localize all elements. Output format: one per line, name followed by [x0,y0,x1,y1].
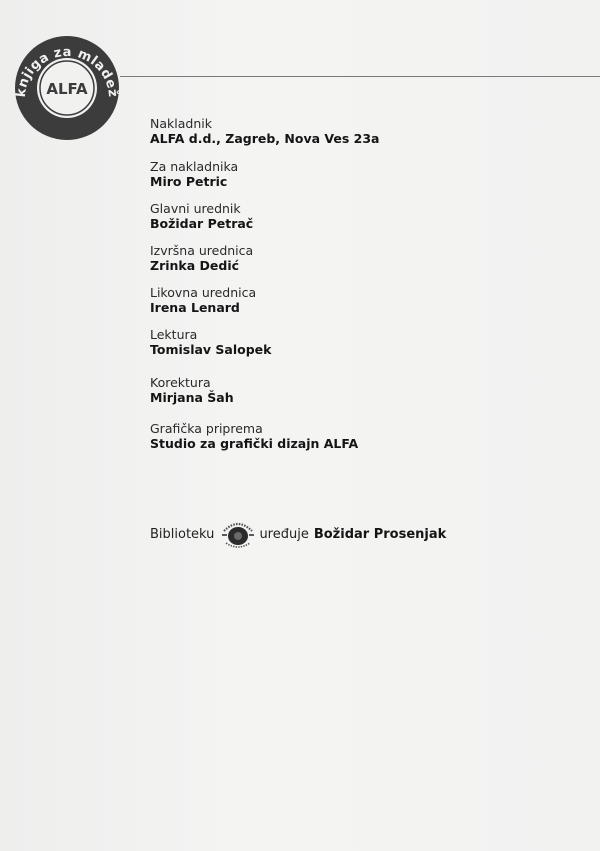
credit-role: Korektura [150,375,211,390]
credit-block-editor-in-chief [150,201,570,232]
credit-name: Miro Petric [150,174,228,189]
library-verb: uređuje [259,526,309,542]
credit-role: Grafička priprema [150,421,263,436]
logo-brand-text: ALFA [46,80,88,98]
credit-name: Studio za grafički dizajn ALFA [150,436,359,451]
credit-block-prepress [150,421,570,452]
credits-list [150,116,570,452]
credit-name: Zrinka Dedić [150,258,240,273]
header-rule [120,76,600,77]
credit-name: Božidar Petrač [150,216,254,231]
credit-role: Izvršna urednica [150,243,254,258]
credit-name: Irena Lenard [150,300,240,315]
series-emblem-icon [220,519,256,549]
library-line [150,519,446,549]
library-editor-name: Božidar Prosenjak [313,526,447,542]
credit-block-correction [150,375,570,406]
logo-arc-text: knjiga za mladež [13,44,121,99]
credit-name: Tomislav Salopek [150,342,272,357]
credit-role: Za nakladnika [150,159,239,174]
credit-name: ALFA d.d., Zagreb, Nova Ves 23a [150,131,380,146]
credit-role: Likovna urednica [150,285,257,300]
alfa-logo-icon [8,26,126,144]
credit-block-for-publisher [150,159,570,190]
credit-block-executive-editor [150,243,570,274]
credit-role: Nakladnik [150,116,212,131]
credit-role: Lektura [150,327,198,342]
credit-block-publisher [150,116,570,147]
credit-block-proofreading [150,327,570,358]
credit-role: Glavni urednik [150,201,241,216]
credit-name: Mirjana Šah [150,390,234,405]
credit-block-art-editor [150,285,570,316]
library-prefix: Biblioteku [150,526,215,542]
